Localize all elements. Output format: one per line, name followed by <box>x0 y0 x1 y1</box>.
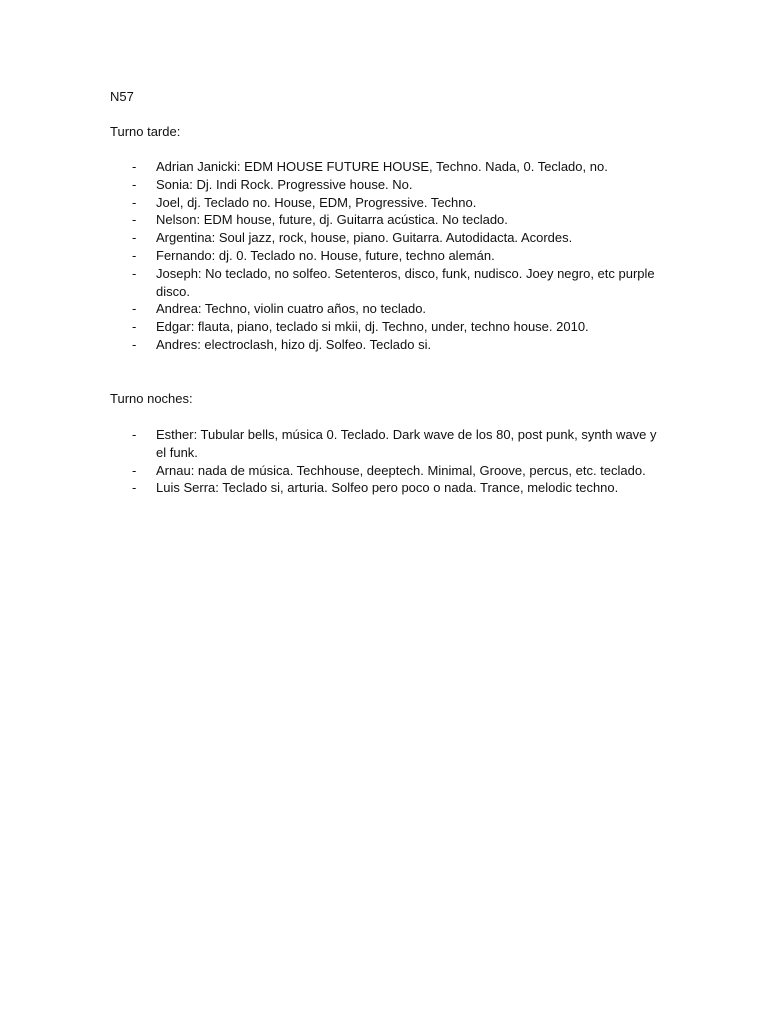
dash-bullet: - <box>132 159 137 174</box>
list-item <box>110 462 670 480</box>
list-item-text: Andres: electroclash, hizo dj. Solfeo. Teclado si. <box>156 336 432 352</box>
section-heading-turno-noches: Turno noches: <box>110 391 193 406</box>
list-item <box>110 318 670 336</box>
list-item <box>110 265 670 301</box>
dash-bullet: - <box>132 194 137 210</box>
dash-bullet: - <box>132 480 137 496</box>
list-item-text: Edgar: flauta, piano, teclado si mkii, dj. Techno, under, techno house. 2010. <box>156 319 589 335</box>
list-item-text: Adrian Janicki: EDM HOUSE FUTURE HOUSE, Techno. Nada, 0. Teclado, no. <box>156 159 608 174</box>
list-item-text: Nelson: EDM house, future, dj. Guitarra acústica. No teclado. <box>156 212 508 228</box>
list-item <box>110 194 670 212</box>
list-item-text: Fernando: dj. 0. Teclado no. House, future, techno alemán. <box>156 247 495 263</box>
dash-bullet: - <box>132 462 137 478</box>
list-item <box>110 336 670 354</box>
section-heading-turno-tarde: Turno tarde: <box>110 124 181 139</box>
list-item <box>110 300 670 318</box>
list-item <box>110 176 670 194</box>
dash-bullet: - <box>132 176 137 192</box>
dash-bullet: - <box>132 247 137 263</box>
dash-bullet: - <box>132 265 137 281</box>
list-item <box>110 229 670 247</box>
list-item <box>110 426 670 462</box>
list-item-text: Sonia: Dj. Indi Rock. Progressive house. No. <box>156 176 413 192</box>
list-item-text: Luis Serra: Teclado si, arturia. Solfeo pero poco o nada. Trance, melodic techno. <box>156 480 619 496</box>
dash-bullet: - <box>132 336 137 352</box>
dash-bullet: - <box>132 230 137 246</box>
list-item <box>110 211 670 229</box>
document-id: N57 <box>110 89 134 104</box>
list-item-text: Arnau: nada de música. Techhouse, deeptech. Minimal, Groove, percus, etc. teclado. <box>156 462 646 478</box>
dash-bullet: - <box>132 301 137 317</box>
turno-tarde-list <box>110 158 670 354</box>
dash-bullet: - <box>132 212 137 228</box>
list-item-text: Joel, dj. Teclado no. House, EDM, Progressive. Techno. <box>156 194 477 210</box>
list-item <box>110 158 670 176</box>
list-item-text: Esther: Tubular bells, música 0. Teclado. Dark wave de los 80, post punk, synth wave y el funk. <box>156 427 657 460</box>
list-item <box>110 479 670 497</box>
list-item-text: Argentina: Soul jazz, rock, house, piano. Guitarra. Autodidacta. Acordes. <box>156 230 573 246</box>
list-item-text: Joseph: No teclado, no solfeo. Setenteros, disco, funk, nudisco. Joey negro, etc purple disco. <box>156 265 655 299</box>
list-item <box>110 247 670 265</box>
dash-bullet: - <box>132 319 137 335</box>
turno-noches-list <box>110 426 670 497</box>
dash-bullet: - <box>132 427 137 442</box>
list-item-text: Andrea: Techno, violin cuatro años, no teclado. <box>156 301 427 317</box>
